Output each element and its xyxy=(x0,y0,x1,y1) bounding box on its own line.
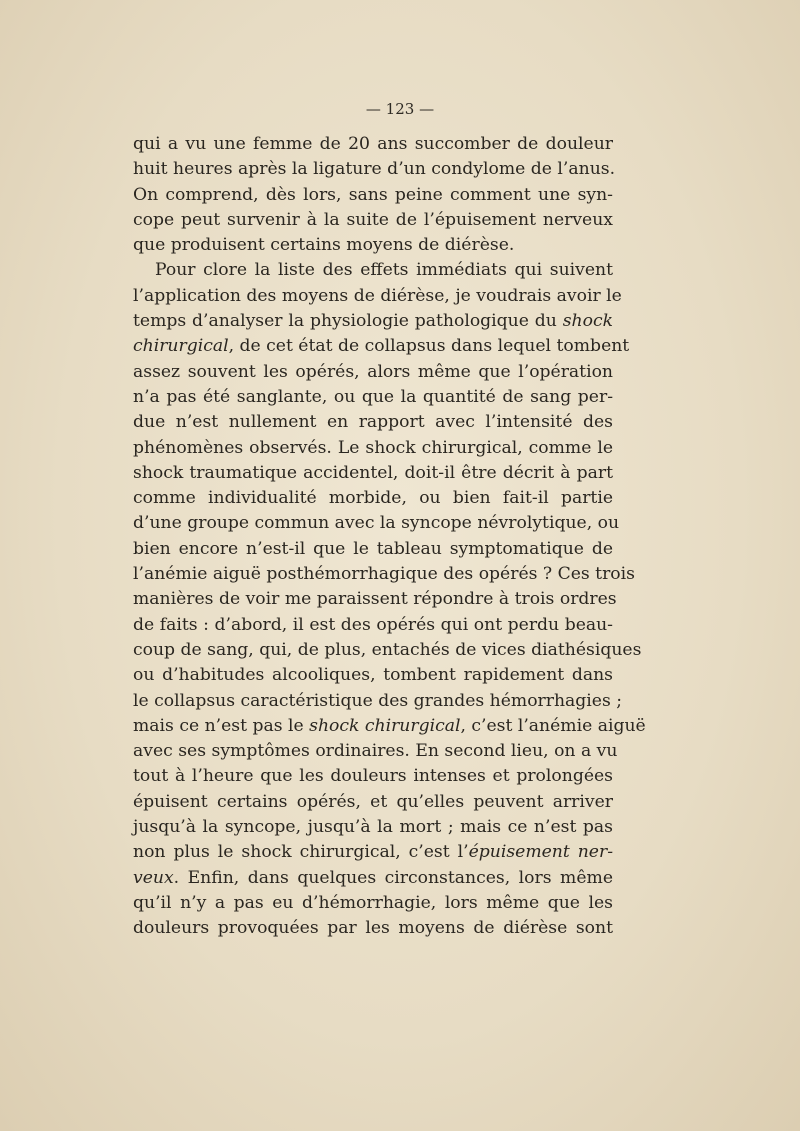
text-run: cope peut survenir à la suite de l’épuisement nerveux xyxy=(133,209,613,230)
text-line xyxy=(133,638,642,663)
text-line xyxy=(133,410,613,435)
text-run: de faits : d’abord, il est des opérés qui ont perdu beau- xyxy=(133,614,613,635)
text-line xyxy=(133,587,617,612)
text-run: . Enfin, dans quelques circonstances, lors même xyxy=(173,867,613,888)
italic-text: épuisement ner- xyxy=(468,842,613,863)
text-run: d’une groupe commun avec la syncope névrolytique, ou xyxy=(133,513,620,534)
text-line xyxy=(133,385,613,410)
text-line xyxy=(133,183,613,208)
text-line xyxy=(133,461,613,486)
italic-text: chirurgical xyxy=(133,336,229,357)
text-line xyxy=(133,739,618,764)
text-run: l’application des moyens de diérèse, je voudrais avoir le xyxy=(133,285,622,306)
text-run: phénomènes observés. Le shock chirurgical, comme le xyxy=(133,437,613,458)
text-line xyxy=(133,511,620,536)
page-number: — 123 — xyxy=(365,100,435,118)
text-line xyxy=(133,208,613,233)
text-line xyxy=(133,537,613,562)
text-run: épuisent certains opérés, et qu’elles peuvent arriver xyxy=(133,791,613,812)
text-run: On comprend, dès lors, sans peine comment une syn- xyxy=(133,184,613,205)
text-run: l’anémie aiguë posthémorrhagique des opérés ? Ces trois xyxy=(133,564,635,585)
body-text xyxy=(133,132,646,942)
text-run: mais ce n’est pas le xyxy=(133,715,310,736)
text-run: Pour clore la liste des effets immédiats qui suivent xyxy=(155,260,613,281)
text-run: due n’est nullement en rapport avec l’intensité des xyxy=(133,412,613,433)
text-line xyxy=(133,132,613,157)
text-run: qui a vu une femme de 20 ans succomber de douleur xyxy=(133,134,613,154)
italic-text: shock xyxy=(562,311,613,332)
text-run: que produisent certains moyens de diérèse. xyxy=(133,235,515,256)
text-run: , c’est l’anémie aiguë xyxy=(460,715,646,736)
text-run: n’a pas été sanglante, ou que la quantité de sang per- xyxy=(133,386,613,407)
text-line xyxy=(133,258,613,283)
text-line xyxy=(133,790,613,815)
text-line xyxy=(133,436,613,461)
text-line xyxy=(133,334,630,359)
text-line xyxy=(133,309,613,334)
text-line xyxy=(133,562,635,587)
text-run: shock traumatique accidentel, doit-il être décrit à part xyxy=(133,462,613,483)
text-run: assez souvent les opérés, alors même que l’opération xyxy=(133,361,613,382)
text-run: le collapsus caractéristique des grandes hémorrhagies ; xyxy=(133,690,623,711)
text-run: douleurs provoquées par les moyens de diérèse sont xyxy=(133,918,613,939)
text-line xyxy=(133,486,613,511)
text-line xyxy=(133,891,613,916)
text-run: , de cet état de collapsus dans lequel tombent xyxy=(228,336,630,357)
text-run: jusqu’à la syncope, jusqu’à la mort ; mais ce n’est pas xyxy=(133,817,613,838)
text-line xyxy=(133,663,613,688)
text-run: bien encore n’est-il que le tableau symptomatique de xyxy=(133,538,613,559)
text-line xyxy=(133,157,616,182)
text-line xyxy=(133,866,613,891)
text-run: qu’il n’y a pas eu d’hémorrhagie, lors même que les xyxy=(133,892,613,913)
text-run: tout à l’heure que les douleurs intenses et prolongées xyxy=(133,766,613,787)
italic-text: shock chirurgical xyxy=(309,715,461,736)
text-run: avec ses symptômes ordinaires. En second lieu, on a vu xyxy=(133,741,618,762)
text-line xyxy=(133,815,613,840)
text-run: manières de voir me paraissent répondre à trois ordres xyxy=(133,589,617,610)
text-run: coup de sang, qui, de plus, entachés de vices diathésiques xyxy=(133,639,642,660)
text-line xyxy=(133,233,613,258)
text-run: non plus le shock chirurgical, c’est l’ xyxy=(133,842,469,863)
text-run: huit heures après la ligature d’un condylome de l’anus. xyxy=(133,159,616,180)
text-line xyxy=(133,360,613,385)
text-run: temps d’analyser la physiologie pathologique du xyxy=(133,311,563,332)
text-line xyxy=(133,613,613,638)
text-line xyxy=(133,840,613,865)
text-line xyxy=(133,764,613,789)
text-line xyxy=(133,689,623,714)
text-run: comme individualité morbide, ou bien fait-il partie xyxy=(133,488,613,509)
text-line xyxy=(133,284,622,309)
italic-text: veux xyxy=(133,867,174,888)
text-run: ou d’habitudes alcooliques, tombent rapidement dans xyxy=(133,665,613,686)
text-line xyxy=(133,714,646,739)
text-line xyxy=(133,916,613,941)
